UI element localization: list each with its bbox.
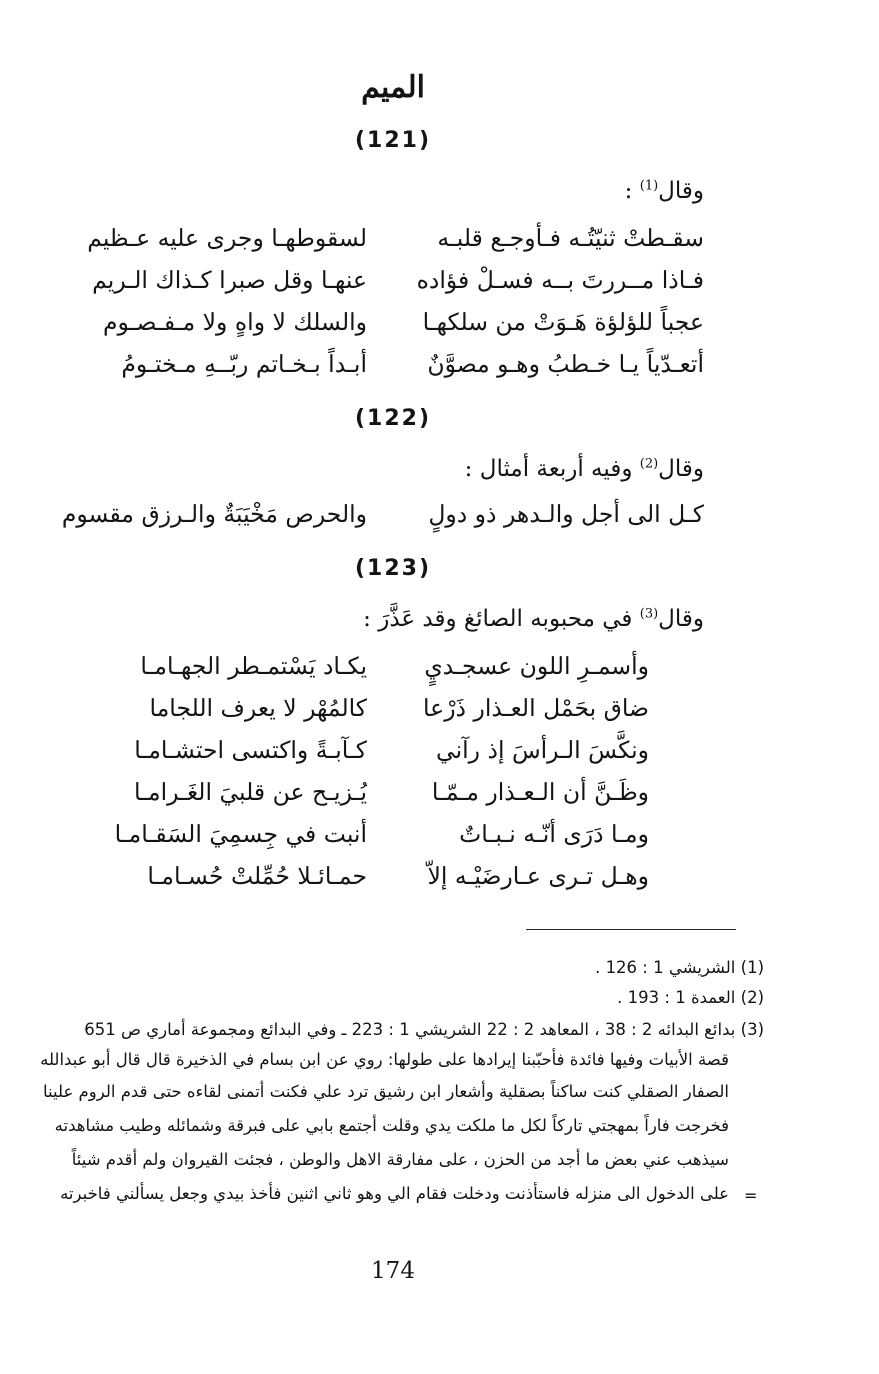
- intro-rest: في محبوبه الصائغ وقد عَذَّرَ :: [363, 606, 640, 632]
- continuation-mark: =: [744, 1186, 758, 1205]
- page-number: 174: [371, 1258, 415, 1284]
- footnote-continuation: قصة الأبيات وفيها فائدة فأحبّبنا إيرادها على طولها: روي عن ابن بسام في الذخيرة قال قال أبو عبدالله: [40, 1050, 729, 1069]
- verse-line: [0, 308, 879, 348]
- verse-line: [0, 224, 879, 264]
- hemistich-second: حمـائـلا حُمِّلتْ حُسـامـا: [147, 862, 367, 890]
- verse-line: [0, 652, 879, 692]
- intro-text: وقال: [658, 606, 704, 632]
- footnote-ref: (1): [639, 178, 659, 194]
- hemistich-first: كـل الى أجل والـدهر ذو دولٍ: [428, 500, 704, 528]
- hemistich-first: فـاذا مــررتَ بــه فسـلْ فؤاده: [416, 266, 704, 294]
- hemistich-second: عنهـا وقل صبرا كـذاك الـريم: [92, 266, 367, 294]
- chapter-title: الميم: [361, 70, 425, 105]
- footnote-continuation: على الدخول الى منزله فاستأذنت ودخلت فقام الي وهو ثاني اثنين فأخذ بيدي وجعل يسألني فاخبرته: [60, 1184, 729, 1203]
- hemistich-second: كالمُهْر لا يعرف اللجاما: [149, 694, 367, 722]
- poem-number: (121): [354, 128, 432, 153]
- hemistich-second: كـآبـةً واكتسى احتشـامـا: [134, 736, 367, 764]
- footnote-divider: [526, 929, 736, 930]
- footnote-ref: (2): [639, 456, 659, 472]
- intro-text: وقال: [658, 178, 704, 204]
- intro-text: وقال: [658, 456, 704, 482]
- hemistich-first: سقـطتْ ثنيّتُـه فـأوجـع قلبـه: [437, 224, 704, 252]
- footnote-continuation: الصفار الصقلي كنت ساكناً بصقلية وأشعار ابن رشيق ترد علي فكنت أتمنى لقاءه حتى قدم الروم علينا: [43, 1082, 729, 1101]
- hemistich-first: عجباً للؤلؤة هَـوَتْ من سلكهـا: [422, 308, 704, 336]
- footnote-continuation: سيذهب عني بعض ما أجد من الحزن ، على مفارقة الاهل والوطن ، فجئت القيروان ولم أقدم شيئاً: [71, 1150, 729, 1169]
- verse-line: [0, 736, 879, 776]
- hemistich-first: وهـل تـرى عـارضَيْـه إلاّ: [427, 862, 649, 890]
- hemistich-first: ومـا دَرَى أنّـه نـبـاتٌ: [459, 820, 649, 848]
- hemistich-first: وأسمـرِ اللون عسجـديٍ: [424, 652, 649, 680]
- hemistich-second: والحرص مَخْيَبَةٌ والـرزق مقسوم: [61, 500, 367, 528]
- hemistich-second: يكـاد يَسْتمـطر الجهـامـا: [140, 652, 367, 680]
- verse-line: [0, 820, 879, 860]
- verse-line: [0, 862, 879, 902]
- hemistich-second: أبـداً بـخـاتم ربّــهِ مـختـومُ: [121, 350, 367, 378]
- verse-line: [0, 350, 879, 390]
- verse-line: [0, 778, 879, 818]
- poem-intro: [104, 178, 704, 204]
- hemistich-second: يُـزيـح عن قلبيَ الغَـرامـا: [133, 778, 367, 806]
- hemistich-second: والسلك لا واهٍ ولا مـفـصـوم: [102, 308, 367, 336]
- poem-number: (122): [354, 406, 432, 431]
- footnote-ref: (3): [639, 606, 659, 622]
- hemistich-first: وظَـنَّ أن الـعـذار مـمّـا: [431, 778, 649, 806]
- hemistich-second: أنبت في جِسمِيَ السَقـامـا: [114, 820, 367, 848]
- footnote: (3) بدائع البدائه 2 : 38 ، المعاهد 2 : 22 الشريشي 1 : 223 ـ وفي البدائع ومجموعة أماري ص 651: [84, 1020, 764, 1039]
- verse-line: [0, 266, 879, 306]
- poem-number: (123): [354, 556, 432, 581]
- poem-intro: [104, 606, 704, 632]
- hemistich-second: لسقوطهـا وجرى عليه عـظيم: [87, 224, 367, 252]
- hemistich-first: أتعـدّياً يـا خـطبُ وهـو مصوَّنٌ: [427, 350, 704, 378]
- footnote: (2) العمدة 1 : 193 .: [617, 988, 764, 1007]
- verse-line: [0, 500, 879, 540]
- poem-intro: [104, 456, 704, 482]
- intro-rest: :: [624, 178, 640, 204]
- hemistich-first: ضاق بحَمْل العـذار ذَرْعا: [423, 694, 649, 722]
- intro-rest: وفيه أربعة أمثال :: [464, 456, 640, 482]
- hemistich-first: ونكَّسَ الـرأسَ إذ رآني: [436, 736, 649, 764]
- footnote-continuation: فخرجت فاراً بمهجتي تاركاً لكل ما ملكت يدي وقلت أجتمع بابي على فبرقة وشمائله وطيب مشاهدته: [54, 1116, 729, 1135]
- verse-line: [0, 694, 879, 734]
- footnote: (1) الشريشي 1 : 126 .: [595, 958, 764, 977]
